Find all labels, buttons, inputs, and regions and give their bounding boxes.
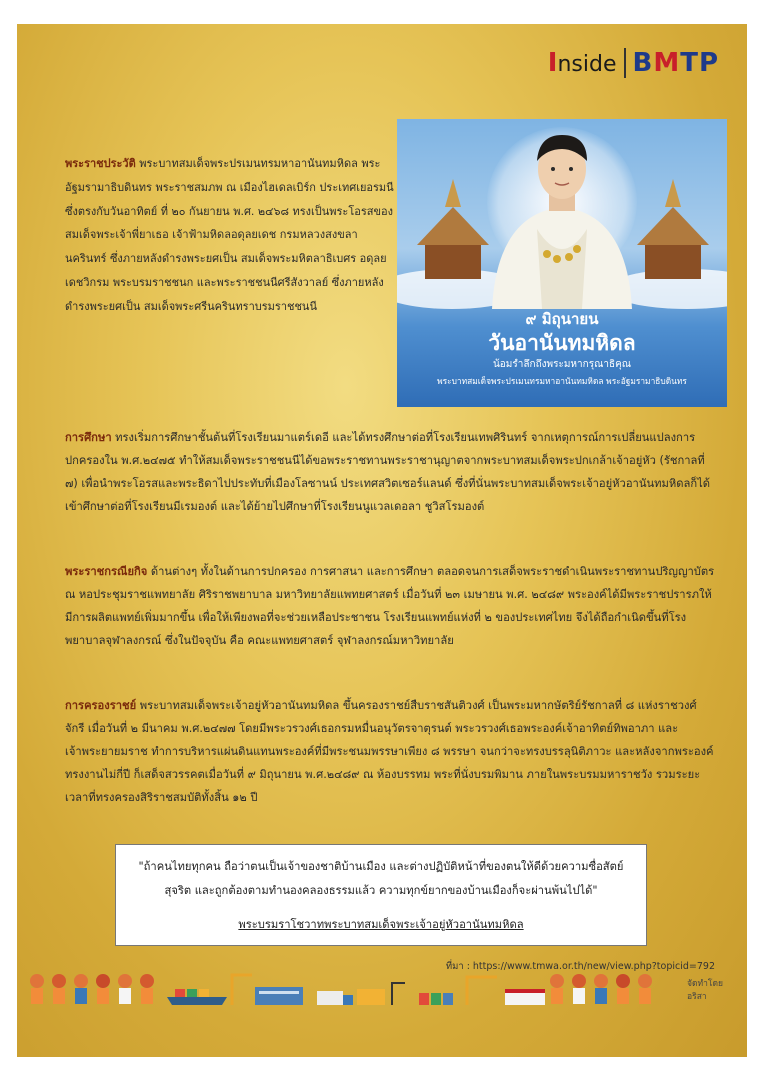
education-paragraph xyxy=(65,426,715,518)
duties-text: ด้านต่างๆ ทั้งในด้านการปกครอง การศาสนา และการศึกษา ตลอดจนการเสด็จพระราชดำเนินพระราชทานปริญญาบัตร ณ หอประชุมราชแพทยาลัย ศิริราชพยาบาล มหาวิทยาลัยแพทยศาสตร์ เมื่อวันที่ ๒๓ เมษายน พ.ศ. ๒๔๘๙ พระองค์ได้มีพระราชปรารภให้มีการผลิตแพทย์เพิ่มมากขึ้น เพื่อให้เพียงพอที่จะช่วยเหลือประชาชน โรงเรียนแพทย์แห่งที่ ๒ ของประเทศไทย จึงได้ถือกำเนิดขึ้นที่โรงพยาบาลจุฬาลงกรณ์ ซึ่งในปัจจุบัน คือ คณะแพทยศาสตร์ จุฬาลงกรณ์มหาวิทยาลัย xyxy=(65,565,715,647)
logo-divider xyxy=(624,48,626,78)
reign-paragraph xyxy=(65,694,715,809)
source-link: ที่มา : https://www.tmwa.or.th/new/view.php?topicid=792 xyxy=(445,961,715,972)
logo-bmtp-text: BMTP xyxy=(632,48,719,78)
people-icons-left xyxy=(30,974,154,1004)
memorial-poster xyxy=(397,119,727,407)
poster-title: วันอานันทมหิดล xyxy=(488,331,636,355)
biography-heading: พระราชประวัติ xyxy=(65,157,136,170)
people-icons-right xyxy=(550,974,652,1004)
credit-label: จัดทำโดย xyxy=(687,979,723,989)
reign-heading: การครองราชย์ xyxy=(65,699,137,712)
duties-paragraph xyxy=(65,560,715,652)
document-page xyxy=(17,24,747,1057)
quote-attribution: พระบรมราโชวาทพระบาทสมเด็จพระเจ้าอยู่หัวอานันทมหิดล xyxy=(238,918,524,931)
logo-inside-text: Inside xyxy=(547,48,617,78)
quote-line-2: สุจริต และถูกต้องตามทำนองคลองธรรมแล้ว ความทุกข์ยากของบ้านเมืองก็จะผ่านพ้นไปได้" xyxy=(164,884,598,897)
quote-line-1: "ถ้าคนไทยทุกคน ถือว่าตนเป็นเจ้าของชาติบ้านเมือง และต่างปฏิบัติหน้าที่ของตนให้ดีด้วยความซื่อสัตย์ xyxy=(138,860,624,873)
poster-date: ๙ มิถุนายน xyxy=(525,310,599,328)
port-cranes-ships xyxy=(167,975,545,1005)
credit-note xyxy=(687,978,723,1004)
poster-portrait-figure xyxy=(397,119,727,309)
royal-quote-box xyxy=(115,844,647,946)
biography-paragraph xyxy=(65,152,395,319)
education-text: ทรงเริ่มการศึกษาชั้นต้นที่โรงเรียนมาแตร์เดอี และได้ทรงศึกษาต่อที่โรงเรียนเทพศิรินทร์ จากเหตุการณ์การเปลี่ยนแปลงการปกครองใน พ.ศ.๒๔๗๕ ทำให้สมเด็จพระราชชนนีได้ขอพระราชทานพระราชานุญาตจากพระบาทสมเด็จพระปกเกล้าเจ้าอยู่หัว (รัชกาลที่ ๗) เพื่อนำพระโอรสและพระธิดาไปประทับที่เมืองโลซานน์ ประเทศสวิตเซอร์แลนด์ ซึ่งที่นั่นพระบาทสมเด็จพระเจ้าอยู่หัวอานันทมหิดลก็ได้เข้าศึกษาต่อที่โรงเรียนมีเรมองต์ และได้ย้ายไปศึกษาที่โรงเรียนนูแวลเดอลา ชูวิสโรมองต์ xyxy=(65,431,711,513)
duties-heading: พระราชกรณียกิจ xyxy=(65,565,148,578)
inside-bmtp-logo xyxy=(548,48,719,78)
biography-text: พระบาทสมเด็จพระปรเมนทรมหาอานันทมหิดล พระอัฐมรามาธิบดินทร พระราชสมภพ ณ เมืองไฮเดลเบิร์ก ประเทศเยอรมนี ซึ่งตรงกับวันอาทิตย์ ที่ ๒๐ กันยายน พ.ศ. ๒๔๖๘ ทรงเป็นพระโอรสของสมเด็จพระเจ้าพี่ยาเธอ เจ้าฟ้ามหิดลอดุลยเดช กรมหลวงสงขลานครินทร์ ซึ่งภายหลังดำรงพระยศเป็น สมเด็จพระมหิตลาธิเบศร อดุลยเดชวิกรม พระบรมราชชนก และพระราชชนนีศรีสังวาลย์ ซึ่งภายหลังดำรงพระยศเป็น สมเด็จพระศรีนครินทราบรมราชชนนี xyxy=(65,157,394,313)
education-heading: การศึกษา xyxy=(65,431,112,444)
reign-text: พระบาทสมเด็จพระเจ้าอยู่หัวอานันทมหิดล ขึ้นครองราชย์สืบราชสันติวงศ์ เป็นพระมหากษัตริย์รัชกาลที่ ๘ แห่งราชวงศ์จักรี เมื่อวันที่ ๒ มีนาคม พ.ศ.๒๔๗๗ โดยมีพระวรวงศ์เธอกรมหมื่นอนุวัตรจาตุรนต์ พระวรวงศ์เธอพระองค์เจ้าอาทิตย์ทิพอาภา และเจ้าพระยายมราช ทำการบริหารแผ่นดินแทนพระองค์ที่มีพระชนมพรรษาเพียง ๘ พรรษา จนกว่าจะทรงบรรลุนิติภาวะ และหลังจากพระองค์ทรงงานไม่กี่ปี ก็เสด็จสวรรคตเมื่อวันที่ ๙ มิถุนายน พ.ศ.๒๔๘๙ ณ ห้องบรรทม พระที่นั่งบรมพิมาน ภายในพระบรมมหาราชวัง รวมระยะเวลาที่ทรงครองสิริราชสมบัติทั้งสิ้น ๑๒ ปี xyxy=(65,699,714,804)
illustration-strip xyxy=(27,969,667,1007)
poster-subtitle: น้อมรำลึกถึงพระมหากรุณาธิคุณ xyxy=(492,359,632,370)
credit-author: อริสา xyxy=(687,992,707,1002)
poster-subtitle-name: พระบาทสมเด็จพระปรเมนทรมหาอานันทมหิดล พระอัฐมรามาธิบดินทร xyxy=(437,376,687,386)
